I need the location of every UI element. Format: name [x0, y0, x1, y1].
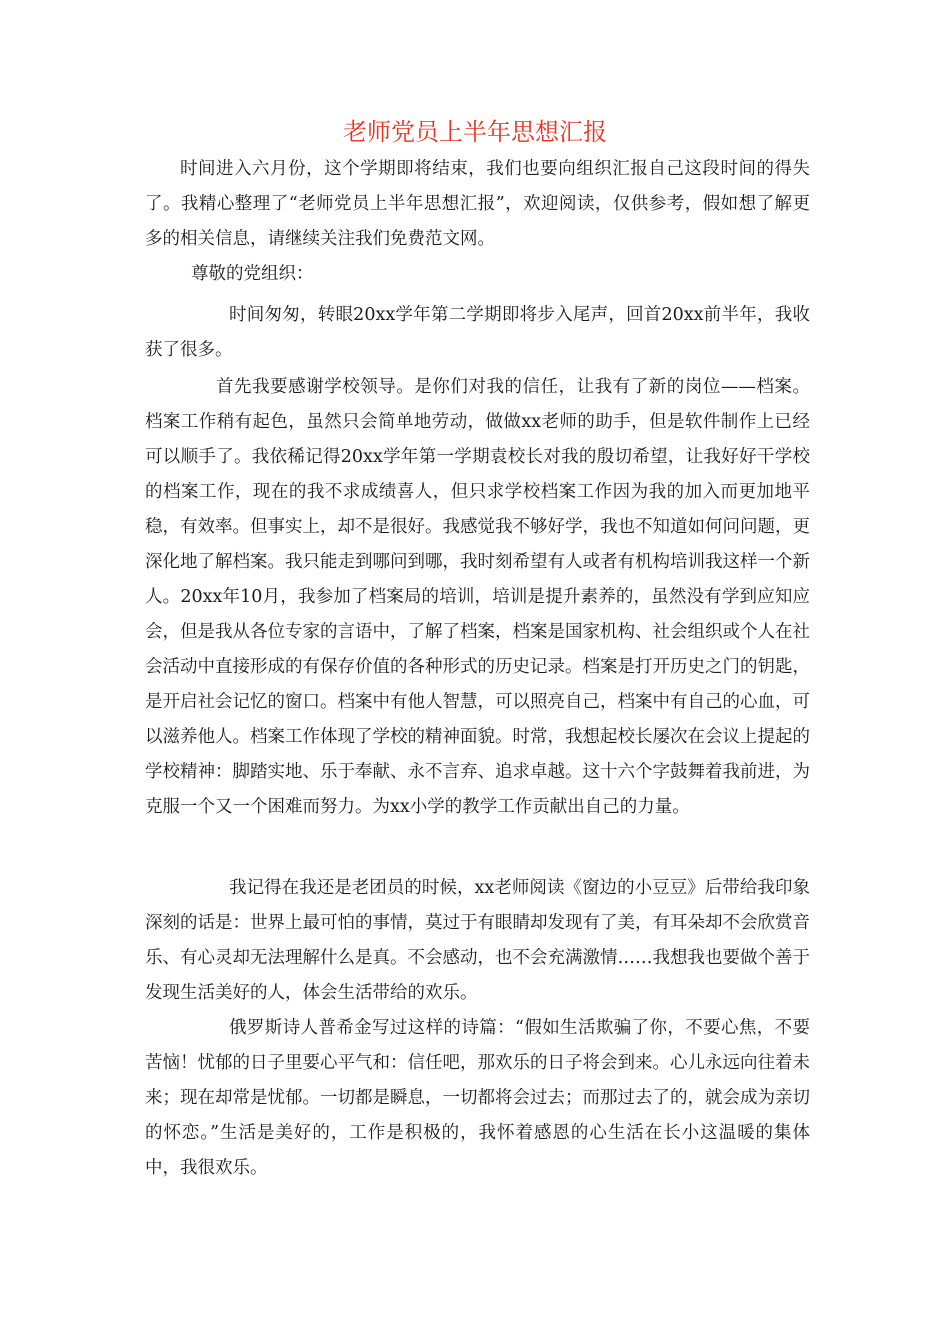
body-paragraph-2: 首先我要感谢学校领导。是你们对我的信任，让我有了新的岗位——档案。档案工作稍有起色，虽然只会简单地劳动，做做xx老师的助手，但是软件制作上已经可以顺手了。我依稀记得20xx学年第一学期袁校长对我的殷切希望，让我好好干学校的档案工作，现在的我不求成绩喜人，但只求学校档案工作因为我的加入而更加地平稳，有效率。但事实上，却不是很好。我感觉我不够好学，我也不知道如何问问题，更深化地了解档案。我只能走到哪问到哪，我时刻希望有人或者有机构培训我这样一个新人。20xx年10月，我参加了档案局的培训，培训是提升素养的，虽然没有学到应知应会，但是我从各位专家的言语中，了解了档案，档案是国家机构、社会组织或个人在社会活动中直接形成的有保存价值的各种形式的历史记录。档案是打开历史之门的钥匙，是开启社会记忆的窗口。档案中有他人智慧，可以照亮自己，档案中有自己的心血，可以滋养他人。档案工作体现了学校的精神面貌。时常，我想起校长屡次在会议上提起的学校精神：脚踏实地、乐于奉献、永不言弃、追求卓越。这十六个字鼓舞着我前进，为克服一个又一个困难而努力。为xx小学的教学工作贡献出自己的力量。	[145, 377, 810, 817]
body-paragraph-3: 我记得在我还是老团员的时候，xx老师阅读《窗边的小豆豆》后带给我印象深刻的话是：世界上最可怕的事情，莫过于有眼睛却发现有了美，有耳朵却不会欣赏音乐、有心灵却无法理解什么是真。不会感动，也不会充满激情……我想我也要做个善于发现生活美好的人，体会生活带给的欢乐。	[145, 878, 810, 1003]
intro-paragraph: 时间进入六月份，这个学期即将结束，我们也要向组织汇报自己这段时间的得失了。我精心整理了“老师党员上半年思想汇报”，欢迎阅读，仅供参考，假如想了解更多的相关信息，请继续关注我们免费范文网。	[145, 159, 810, 249]
body-paragraph-1: 时间匆匆，转眼20xx学年第二学期即将步入尾声，回首20xx前半年，我收获了很多。	[145, 305, 810, 360]
salutation: 尊敬的党组织：	[191, 264, 314, 284]
body-paragraph-4: 俄罗斯诗人普希金写过这样的诗篇：“假如生活欺骗了你，不要心焦，不要苦恼！忧郁的日子里要心平气和：信任吧，那欢乐的日子将会到来。心儿永远向往着未来；现在却常是忧郁。一切都是瞬息，一切都将会过去；而那过去了的，就会成为亲切的怀恋。”生活是美好的，工作是积极的，我怀着感恩的心生活在长小这温暖的集体中，我很欢乐。	[145, 1018, 810, 1178]
document-title: 老师党员上半年思想汇报	[343, 118, 607, 146]
